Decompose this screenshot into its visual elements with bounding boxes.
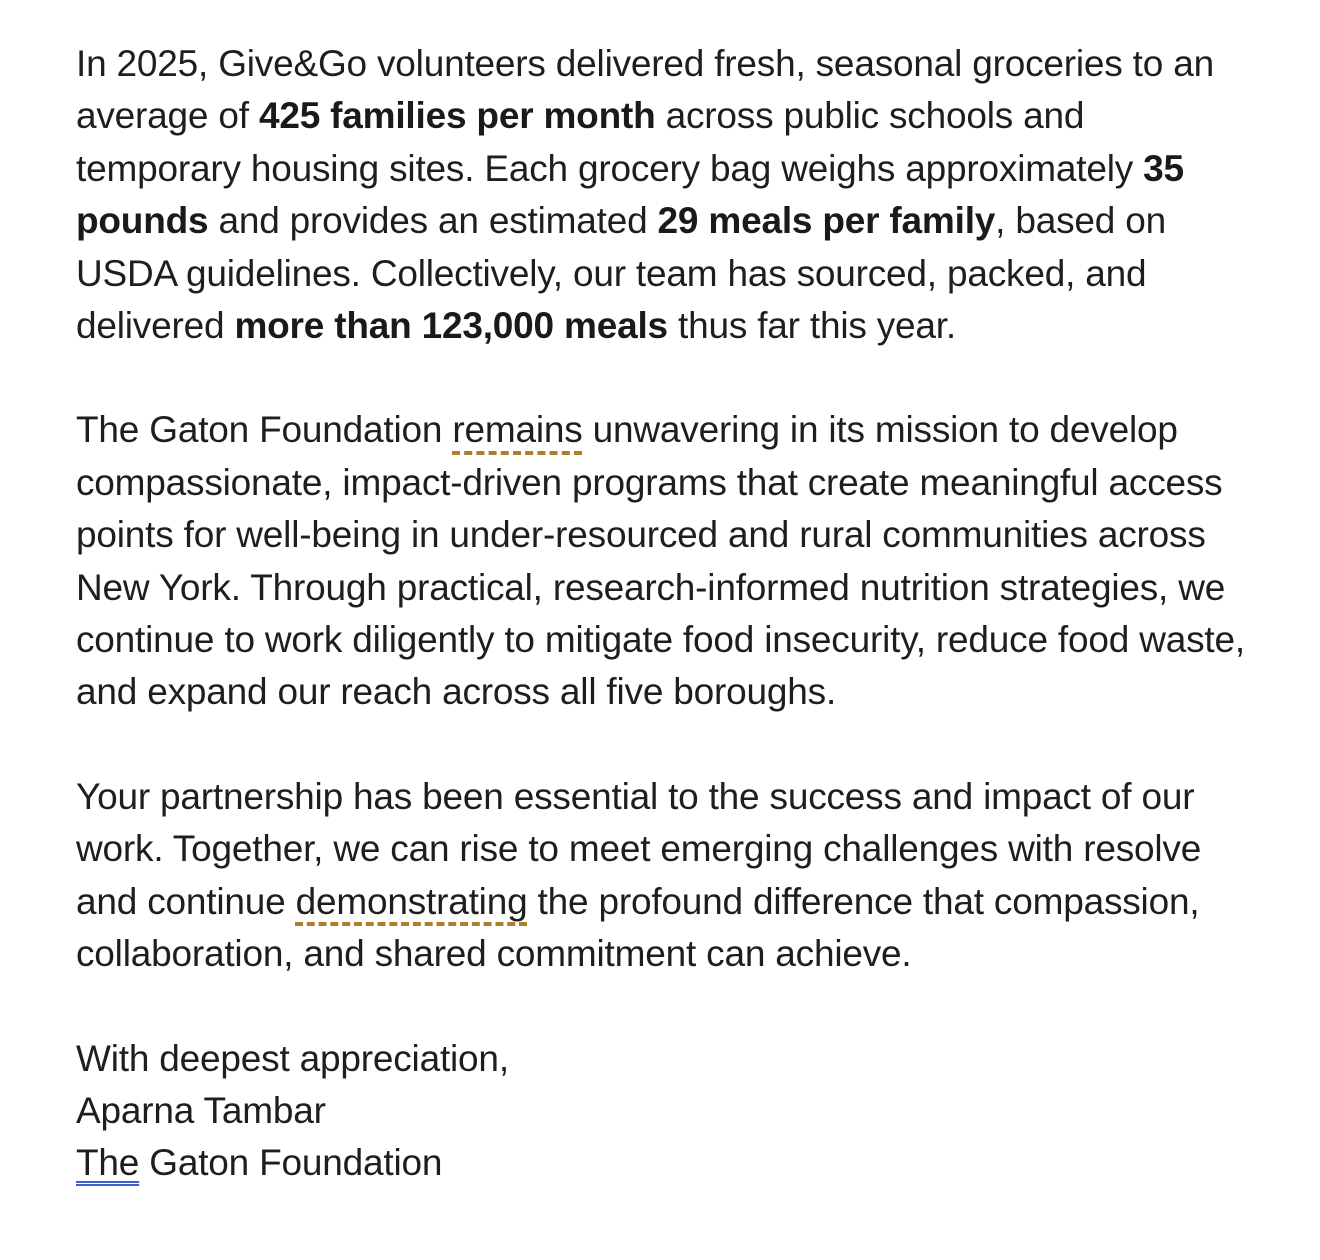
mission-paragraph (76, 404, 1256, 718)
impact-text-4: , based on USDA guidelines. Collectively, our team has sourced, packed, and delivered (76, 200, 1166, 347)
partnership-text-2: the profound difference that compassion, collaboration, and shared commitment can achieve. (76, 880, 1200, 975)
impact-text-1: In 2025, Give&Go volunteers delivered fresh, seasonal groceries to an average of (76, 43, 1214, 137)
organization-name (76, 1137, 1256, 1189)
bag-weight: 35 pounds (76, 147, 1184, 242)
partnership-text-1: Your partnership has been essential to the success and impact of our work. Together, we can rise to meet emerging challenges with resolve and continue (76, 775, 1202, 922)
grammar-suggestion-remains[interactable]: remains (452, 409, 583, 451)
meals-per-family: 29 meals per family (657, 200, 996, 242)
total-meals: more than 123,000 meals (234, 305, 668, 347)
impact-text-2: across public schools and temporary housing sites. Each grocery bag weighs approximately (76, 95, 1144, 189)
impact-paragraph (76, 38, 1256, 352)
families-per-month: 425 families per month (258, 95, 656, 137)
document-body (76, 38, 1256, 1190)
organization-name-rest: Gaton Foundation (139, 1142, 443, 1184)
signer-name: Aparna Tambar (76, 1089, 326, 1131)
mission-text-1: The Gaton Foundation (76, 409, 453, 451)
salutation: With deepest appreciation, (76, 1037, 509, 1079)
impact-text-3: and provides an estimated (208, 200, 658, 242)
grammar-suggestion-demonstrating[interactable]: demonstrating (295, 880, 528, 922)
smart-link-the[interactable]: The (76, 1142, 140, 1184)
mission-text-2: unwavering in its mission to develop compassionate, impact-driven programs that create meaningful access points for well-being in under-resourced and rural communities across New York. Through practical, research-informed nutrition strategies, we continue to work diligently to mitigate food insecurity, reduce food waste, and expand our reach across all five boroughs. (76, 409, 1245, 713)
partnership-paragraph (76, 771, 1256, 981)
signature-block (76, 1033, 1256, 1190)
impact-text-5: thus far this year. (667, 305, 956, 347)
